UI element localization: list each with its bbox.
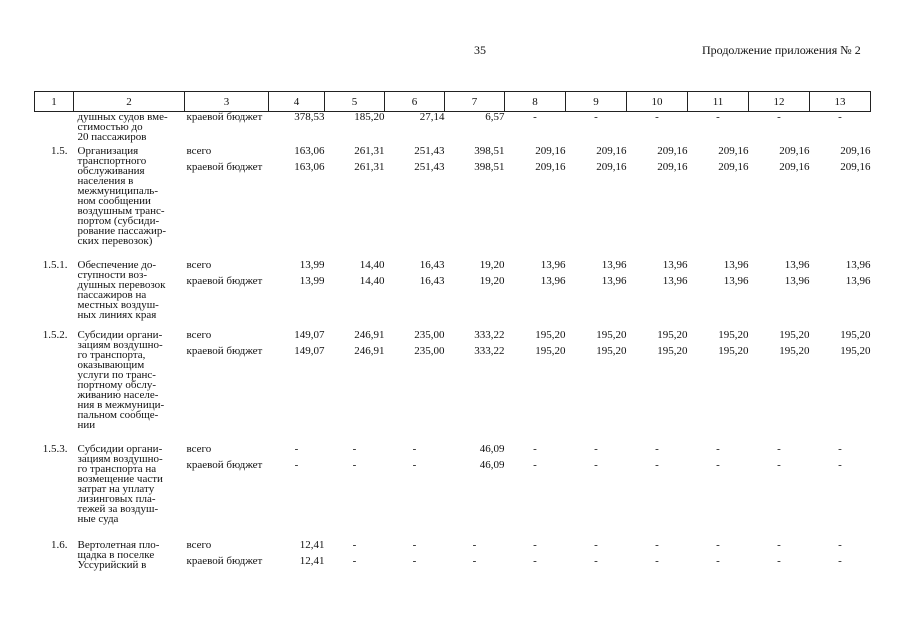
funding-source-label: всего: [186, 442, 212, 455]
value-cell: [566, 540, 627, 600]
value: -: [294, 442, 299, 455]
row-name-line: портом (субсиди-: [77, 214, 160, 227]
value: 195,20: [596, 344, 627, 357]
value: -: [533, 538, 537, 551]
value: -: [352, 554, 357, 567]
value: 12,41: [299, 538, 325, 551]
row-name-line: оказывающим: [77, 358, 145, 371]
value: 246,91: [354, 328, 385, 341]
value-cell: [627, 540, 688, 600]
value: 209,16: [596, 160, 627, 173]
value: -: [352, 442, 357, 455]
value: 195,20: [779, 328, 810, 341]
value: -: [716, 111, 720, 123]
budget-table: [34, 91, 871, 600]
value: 195,20: [840, 328, 871, 341]
value: 19,20: [479, 258, 505, 271]
value: 13,96: [845, 258, 871, 271]
row-name: [74, 444, 185, 540]
row-number: 1.5.3.: [42, 442, 68, 455]
value: 12,41: [299, 554, 325, 567]
row-name-line: душных перевозок: [77, 278, 166, 291]
value: 195,20: [718, 328, 749, 341]
row-name-line: рование пассажир-: [77, 224, 167, 237]
value: 378,53: [294, 111, 325, 123]
value-cell: [325, 330, 385, 444]
value: 209,16: [779, 160, 810, 173]
row-name: [74, 330, 185, 444]
value: -: [655, 554, 659, 567]
value: 185,20: [354, 111, 385, 123]
value: 333,22: [474, 328, 505, 341]
value: -: [594, 538, 598, 551]
row-name-line: Обеспечение до-: [77, 258, 157, 271]
value-cell: [566, 330, 627, 444]
value-cell: [505, 112, 566, 146]
value: -: [352, 538, 357, 551]
row-name-line: ских перевозок): [77, 234, 153, 247]
value: 13,96: [601, 258, 627, 271]
value: 195,20: [535, 328, 566, 341]
value: 398,51: [474, 160, 505, 173]
value: 209,16: [840, 144, 871, 157]
value-cell: [810, 540, 871, 600]
value: 13,96: [662, 258, 688, 271]
value: 16,43: [419, 274, 445, 287]
value-cell: [749, 330, 810, 444]
row-name-line: лизинговых пла-: [77, 492, 156, 505]
value: 195,20: [596, 328, 627, 341]
appendix-continuation-note: Продолжение приложения № 2: [702, 43, 861, 57]
value-cell: [269, 146, 325, 260]
value: 209,16: [657, 160, 688, 173]
funding-source: [185, 146, 269, 260]
value: 251,43: [414, 160, 445, 173]
row-name: [74, 146, 185, 260]
value: -: [716, 538, 720, 551]
column-header-9: 9: [566, 92, 627, 112]
row-name-line: ные суда: [77, 512, 119, 525]
value-cell: [385, 146, 445, 260]
value: -: [412, 442, 417, 455]
funding-source-label: всего: [186, 144, 212, 157]
column-header-3: 3: [185, 92, 269, 112]
value-cell: [749, 260, 810, 330]
column-header-4: 4: [269, 92, 325, 112]
value: -: [594, 458, 598, 471]
row-name-line: го транспорта на: [77, 462, 157, 475]
value-cell: [385, 540, 445, 600]
value: -: [838, 458, 842, 471]
row-number: [35, 112, 74, 146]
value: -: [412, 554, 417, 567]
row-name-line: пальном сообще-: [77, 408, 159, 421]
funding-source-label: всего: [186, 258, 212, 271]
value-cell: [566, 146, 627, 260]
row-name: [74, 112, 185, 146]
funding-source: [185, 540, 269, 600]
value: 14,40: [359, 258, 385, 271]
value: 235,00: [414, 344, 445, 357]
value: 13,96: [601, 274, 627, 287]
row-number: 1.5.1.: [42, 258, 68, 271]
row-name-line: зациям воздушно-: [77, 338, 163, 351]
row-name-line: ных линиях края: [77, 308, 157, 321]
value: -: [655, 538, 659, 551]
value-cell: [385, 112, 445, 146]
value: -: [533, 442, 537, 455]
value-cell: [445, 330, 505, 444]
value: 195,20: [657, 344, 688, 357]
value: 149,07: [294, 344, 325, 357]
value-cell: [627, 330, 688, 444]
value: 13,96: [723, 274, 749, 287]
value: 13,96: [540, 258, 566, 271]
value-cell: [445, 540, 505, 600]
value: 46,09: [479, 442, 505, 455]
row-name-line: Субсидии органи-: [77, 442, 163, 455]
value: -: [655, 458, 659, 471]
value: -: [594, 442, 598, 455]
row-name-line: зациям воздушно-: [77, 452, 163, 465]
row-name-line: местных воздуш-: [77, 298, 159, 311]
value-cell: [325, 146, 385, 260]
value-cell: [810, 146, 871, 260]
table-row: [35, 146, 871, 260]
value-cell: [688, 146, 749, 260]
row-name-line: населения в: [77, 174, 134, 187]
value: -: [294, 458, 299, 471]
funding-source-label: краевой бюджет: [186, 458, 263, 471]
column-header-11: 11: [688, 92, 749, 112]
value-cell: [445, 444, 505, 540]
row-name-line: Субсидии органи-: [77, 328, 163, 341]
row-name-line: го транспорта,: [77, 348, 146, 361]
value: 46,09: [479, 458, 505, 471]
funding-source-label: краевой бюджет: [186, 274, 263, 287]
value-cell: [749, 540, 810, 600]
value-cell: [688, 444, 749, 540]
value-cell: [627, 444, 688, 540]
row-name-line: Организация: [77, 144, 139, 157]
funding-source: [185, 444, 269, 540]
column-header-6: 6: [385, 92, 445, 112]
value-cell: [445, 146, 505, 260]
value-cell: [385, 444, 445, 540]
value: -: [838, 111, 842, 123]
value: -: [777, 538, 781, 551]
value-cell: [688, 112, 749, 146]
value: 163,06: [294, 160, 325, 173]
value: 261,31: [354, 144, 385, 157]
row-name-line: Уссурийский в: [77, 558, 147, 571]
row-name: [74, 540, 185, 600]
row-name-line: затрат на уплату: [77, 482, 155, 495]
value-cell: [810, 330, 871, 444]
row-name-line: услуги по транс-: [77, 368, 156, 381]
funding-source: [185, 112, 269, 146]
value-cell: [627, 146, 688, 260]
value: 27,14: [419, 111, 445, 123]
funding-source-label: краевой бюджет: [186, 344, 263, 357]
value: 195,20: [718, 344, 749, 357]
value: 209,16: [718, 144, 749, 157]
value-cell: [505, 146, 566, 260]
row-name-line: живанию населе-: [77, 388, 159, 401]
column-header-8: 8: [505, 92, 566, 112]
row-name: [74, 260, 185, 330]
value: 246,91: [354, 344, 385, 357]
row-name-line: возмещение части: [77, 472, 163, 485]
value: -: [716, 442, 720, 455]
funding-source-label: краевой бюджет: [186, 160, 263, 173]
value: 209,16: [535, 160, 566, 173]
funding-source-label: всего: [186, 328, 212, 341]
value-cell: [688, 260, 749, 330]
value: -: [412, 538, 417, 551]
value-cell: [566, 112, 627, 146]
row-name-line: ступности воз-: [77, 268, 148, 281]
value: 13,96: [784, 258, 810, 271]
row-name-line: 20 пассажиров: [77, 131, 147, 143]
row-number: 1.5.: [51, 144, 68, 157]
value-cell: [269, 540, 325, 600]
value-cell: [505, 330, 566, 444]
row-name-line: пассажиров на: [77, 288, 147, 301]
table-row: [35, 444, 871, 540]
value: 19,20: [479, 274, 505, 287]
funding-source-label: краевой бюджет: [186, 554, 263, 567]
column-header-row: [35, 92, 871, 112]
column-header-5: 5: [325, 92, 385, 112]
row-name-line: транспортного: [77, 154, 147, 167]
value: 16,43: [419, 258, 445, 271]
row-name-line: тежей за воздуш-: [77, 502, 159, 515]
value: 195,20: [840, 344, 871, 357]
value: 251,43: [414, 144, 445, 157]
funding-source-label: всего: [186, 538, 212, 551]
column-header-1: 1: [35, 92, 74, 112]
value: -: [838, 442, 842, 455]
column-header-12: 12: [749, 92, 810, 112]
value: -: [838, 554, 842, 567]
row-number: 1.6.: [51, 538, 68, 551]
value: 13,99: [299, 274, 325, 287]
value: -: [777, 442, 781, 455]
row-name-line: щадка в поселке: [77, 548, 155, 561]
value-cell: [325, 444, 385, 540]
value: 398,51: [474, 144, 505, 157]
value: 195,20: [657, 328, 688, 341]
value-cell: [749, 146, 810, 260]
value-cell: [810, 444, 871, 540]
value: 209,16: [779, 144, 810, 157]
value-cell: [505, 444, 566, 540]
value: -: [777, 458, 781, 471]
value: 261,31: [354, 160, 385, 173]
column-header-10: 10: [627, 92, 688, 112]
value: -: [472, 554, 477, 567]
value: -: [533, 554, 537, 567]
value-cell: [505, 260, 566, 330]
value: 163,06: [294, 144, 325, 157]
row-name-line: воздушным транс-: [77, 204, 165, 217]
value-cell: [627, 112, 688, 146]
value-cell: [385, 330, 445, 444]
value: -: [777, 554, 781, 567]
value: 14,40: [359, 274, 385, 287]
row-name-line: душных судов вме-: [77, 111, 168, 123]
value-cell: [566, 444, 627, 540]
value-cell: [385, 260, 445, 330]
column-header-2: 2: [74, 92, 185, 112]
value-cell: [566, 260, 627, 330]
value: -: [777, 111, 781, 123]
value-cell: [688, 330, 749, 444]
value: 13,96: [845, 274, 871, 287]
value-cell: [269, 260, 325, 330]
value: -: [472, 538, 477, 551]
value-cell: [325, 112, 385, 146]
funding-source: [185, 260, 269, 330]
value: -: [594, 554, 598, 567]
row-name-line: межмуниципаль-: [77, 184, 158, 197]
value: 13,96: [784, 274, 810, 287]
funding-source-label: краевой бюджет: [186, 111, 263, 123]
row-name-line: портному обслу-: [77, 378, 157, 391]
column-header-7: 7: [445, 92, 505, 112]
value-cell: [325, 540, 385, 600]
value: 209,16: [657, 144, 688, 157]
value: 13,99: [299, 258, 325, 271]
value: -: [838, 538, 842, 551]
row-name-line: обслуживания: [77, 164, 145, 177]
value-cell: [810, 260, 871, 330]
value: -: [655, 111, 659, 123]
value: 209,16: [840, 160, 871, 173]
value: 13,96: [723, 258, 749, 271]
value-cell: [749, 444, 810, 540]
value: -: [716, 554, 720, 567]
value: 13,96: [540, 274, 566, 287]
page-number: 35: [474, 43, 486, 57]
table-row: [35, 330, 871, 444]
value: -: [594, 111, 598, 123]
value: 13,96: [662, 274, 688, 287]
table-row: [35, 260, 871, 330]
value: 333,22: [474, 344, 505, 357]
value: 209,16: [535, 144, 566, 157]
value: 6,57: [485, 111, 505, 123]
value-cell: [445, 112, 505, 146]
value-cell: [749, 112, 810, 146]
value-cell: [505, 540, 566, 600]
row-name-line: ния в межмуници-: [77, 398, 165, 411]
value-cell: [269, 112, 325, 146]
value: -: [412, 458, 417, 471]
row-name-line: стимостью до: [77, 121, 143, 133]
row-number: 1.5.2.: [42, 328, 68, 341]
value-cell: [688, 540, 749, 600]
funding-source: [185, 330, 269, 444]
value: -: [716, 458, 720, 471]
value-cell: [269, 444, 325, 540]
value-cell: [269, 330, 325, 444]
value: 209,16: [596, 144, 627, 157]
value-cell: [325, 260, 385, 330]
value-cell: [810, 112, 871, 146]
row-name-line: нии: [77, 418, 96, 431]
row-name-line: ном сообщении: [77, 194, 151, 207]
value: -: [533, 458, 537, 471]
row-name-line: Вертолетная пло-: [77, 538, 160, 551]
value-cell: [445, 260, 505, 330]
value: 195,20: [535, 344, 566, 357]
table-row: [35, 540, 871, 600]
value-cell: [627, 260, 688, 330]
value: 209,16: [718, 160, 749, 173]
value: 149,07: [294, 328, 325, 341]
value: -: [533, 111, 537, 123]
value: 235,00: [414, 328, 445, 341]
value: -: [655, 442, 659, 455]
table-row: [35, 112, 871, 146]
column-header-13: 13: [810, 92, 871, 112]
value: 195,20: [779, 344, 810, 357]
value: -: [352, 458, 357, 471]
